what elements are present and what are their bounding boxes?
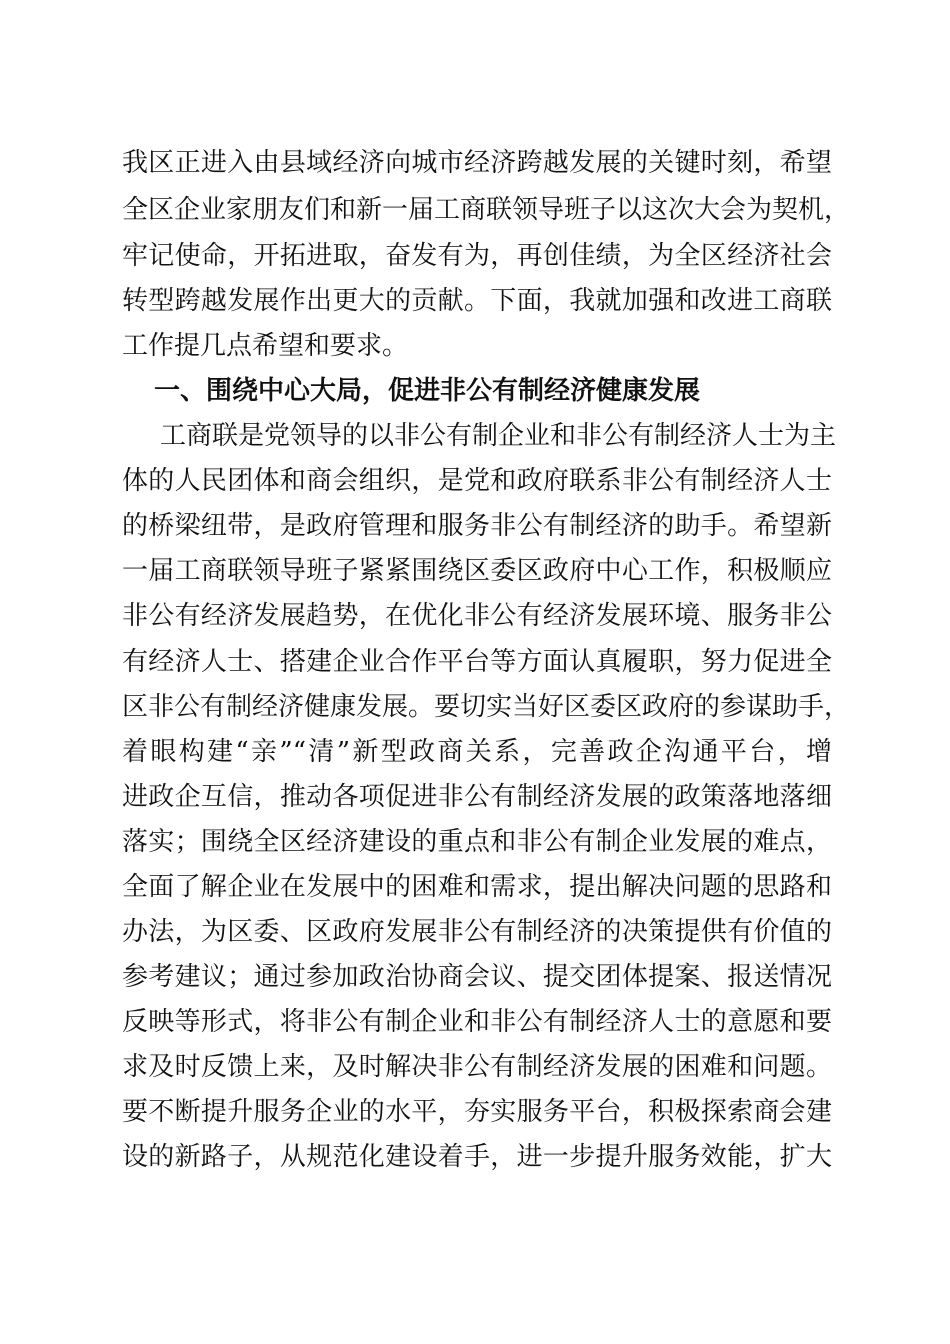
paragraph-2-line-12: 办法，为区委、区政府发展非公有制经济的决策提供有价值的: [122, 917, 832, 947]
paragraph-2-line-10: 落实；围绕全区经济建设的重点和非公有制企业发展的难点，: [122, 827, 832, 857]
paragraph-2-line-14: 反映等形式，将非公有制企业和非公有制经济人士的意愿和要: [122, 1007, 832, 1037]
paragraph-1-line-4: 转型跨越发展作出更大的贡献。下面，我就加强和改进工商联: [122, 286, 832, 316]
paragraph-2-line-6: 有经济人士、搭建企业合作平台等方面认真履职，努力促进全: [122, 647, 832, 677]
section-heading-1: 一、围绕中心大局，促进非公有制经济健康发展: [154, 376, 701, 406]
paragraph-2-line-17: 设的新路子，从规范化建设着手，进一步提升服务效能，扩大: [122, 1142, 832, 1172]
paragraph-2-line-4: 一届工商联领导班子紧紧围绕区委区政府中心工作，积极顺应: [122, 556, 832, 586]
paragraph-2-line-16: 要不断提升服务企业的水平，夯实服务平台，积极探索商会建: [122, 1097, 832, 1127]
paragraph-1-line-1: 我区正进入由县域经济向城市经济跨越发展的关键时刻，希望: [122, 148, 832, 178]
paragraph-1-line-3: 牢记使命，开拓进取，奋发有为，再创佳绩，为全区经济社会: [122, 241, 832, 271]
paragraph-2-line-3: 的桥梁纽带，是政府管理和服务非公有制经济的助手。希望新: [122, 511, 832, 541]
paragraph-2-line-15: 求及时反馈上来，及时解决非公有制经济发展的困难和问题。: [122, 1052, 832, 1082]
paragraph-2-line-1: 工商联是党领导的以非公有制企业和非公有制经济人士为主: [160, 421, 837, 451]
paragraph-2-line-5: 非公有经济发展趋势，在优化非公有经济发展环境、服务非公: [122, 601, 832, 631]
paragraph-1-line-2: 全区企业家朋友们和新一届工商联领导班子以这次大会为契机，: [122, 195, 851, 225]
paragraph-2-line-8: 着眼构建“亲”“清”新型政商关系，完善政企沟通平台，增: [122, 737, 832, 767]
paragraph-1-line-5: 工作提几点希望和要求。: [122, 331, 409, 361]
paragraph-2-line-11: 全面了解企业在发展中的困难和需求，提出解决问题的思路和: [122, 872, 832, 902]
paragraph-2-line-13: 参考建议；通过参加政治协商会议、提交团体提案、报送情况: [122, 962, 832, 992]
paragraph-2-line-2: 体的人民团体和商会组织，是党和政府联系非公有制经济人士: [122, 466, 832, 496]
paragraph-2-line-9: 进政企互信，推动各项促进非公有制经济发展的政策落地落细: [122, 782, 832, 812]
paragraph-2-line-7: 区非公有制经济健康发展。要切实当好区委区政府的参谋助手，: [122, 692, 851, 722]
